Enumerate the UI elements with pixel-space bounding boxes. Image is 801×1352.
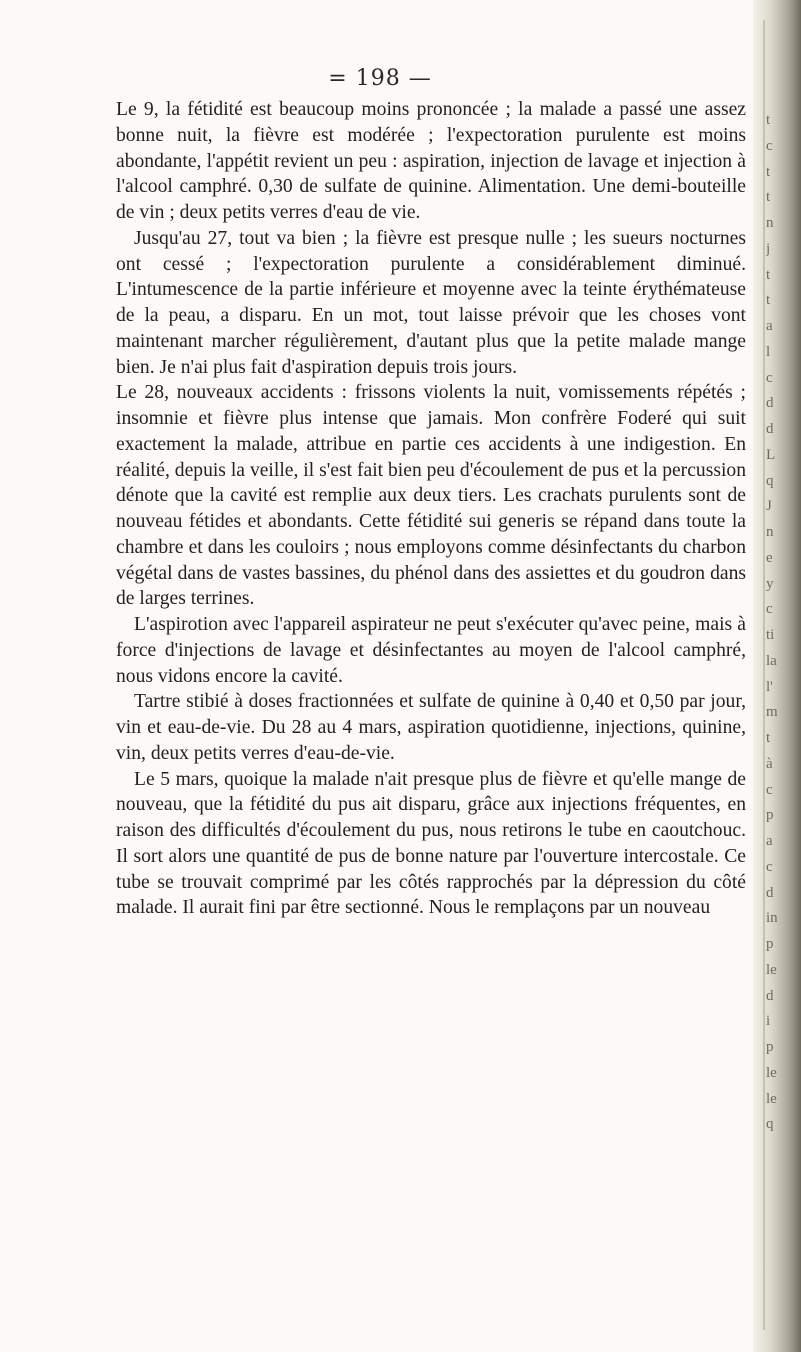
facing-page-fragment: l: [766, 343, 771, 360]
facing-page-fragment: t: [766, 730, 771, 746]
facing-page-fragment: le: [766, 1064, 777, 1081]
facing-page-fragment: t: [766, 292, 771, 309]
facing-page-fragment: p: [766, 807, 774, 824]
facing-page-fragment: i: [766, 1013, 771, 1030]
facing-page-fragment: q: [766, 1116, 774, 1133]
facing-page-fragment: l': [766, 678, 773, 695]
facing-page-fragment: d: [766, 987, 774, 1004]
facing-page-fragment: t: [766, 163, 771, 180]
facing-page-fragment: q: [766, 472, 774, 489]
paragraph: Le 9, la fétidité est beaucoup moins prononcée ; la malade a passé une assez bonne nuit, la fièvre est modérée ; l'expectoration purulente est moins abondante, l'appétit revient un peu : aspiration, injection de lavage et injection à l'alcool camphré. 0,30 de sulfate de quinine. Alimentation. Une demi-bouteille de vin ; deux petits verres d'eau de vie.: [116, 99, 746, 223]
facing-page-bleed: [766, 108, 788, 1138]
facing-page-fragment: a: [766, 833, 773, 849]
facing-page-fragment: J: [766, 498, 772, 515]
facing-page-fragment: t: [766, 112, 771, 128]
facing-page-fragment: c: [766, 858, 773, 875]
facing-page-fragment: j: [766, 240, 771, 257]
facing-page-fragment: e: [766, 549, 773, 566]
facing-page-fragment: y: [766, 575, 774, 592]
facing-page-fragment: a: [766, 318, 773, 334]
facing-page-fragment: c: [766, 601, 773, 618]
facing-page-fragment: m: [766, 704, 778, 721]
page-gutter-line: [763, 20, 765, 1330]
facing-page-fragment: c: [766, 137, 773, 154]
paragraph: Le 28, nouveaux accidents : frissons violents la nuit, vomissements répétés ; insomnie et fièvre plus intense que jamais. Mon confrère Foderé qui suit exactement la malade, attribue en partie ces accidents à une indigestion. En réalité, depuis la veille, il s'est fait bien peu d'écoulement de pus et la percussion dénote que la cavité est remplie aux deux tiers. Les crachats purulents sont de nouveau fétides et abondants. Cette fétidité sui generis se répand dans toute la chambre et dans les couloirs ; nous employons comme désinfectants du charbon végétal dans de vastes bassines, du phénol dans des assiettes et du goudron dans de larges terrines.: [116, 382, 746, 610]
paragraph: Jusqu'au 27, tout va bien ; la fièvre est presque nulle ; les sueurs nocturnes ont cessé ; l'expectoration purulente a considérablement diminué. L'intumescence de la partie inférieure et moyenne avec la teinte érythémateuse de la peau, a disparu. En un mot, tout laisse prévoir que les choses vont maintenant marcher régulièrement, d'autant plus que la petite malade mange bien. Je n'ai plus fait d'aspiration depuis trois jours.: [116, 227, 746, 378]
paragraph: Le 5 mars, quoique la malade n'ait presque plus de fièvre et qu'elle mange de nouveau, que la fétidité du pus ait disparu, grâce aux injections fréquentes, en raison des difficultés d'écoulement du pus, nous retirons le tube en caoutchouc. Il sort alors une quantité de pus de bonne nature par l'ouverture intercostale. Ce tube se trouvait comprimé par les côtés rapprochés par la dépression du côté malade. Il aurait fini par être sectionné. Nous le remplaçons par un nouveau: [116, 768, 746, 919]
facing-page-fragment: n: [766, 215, 774, 231]
paragraph: L'aspirotion avec l'appareil aspirateur ne peut s'exécuter qu'avec peine, mais à force d'injections de lavage et désinfectantes au moyen de l'alcool camphré, nous vidons encore la cavité.: [116, 614, 746, 687]
body-text: [116, 97, 746, 921]
facing-page-fragment: in: [766, 910, 778, 927]
facing-page-fragment: d: [766, 421, 774, 437]
facing-page-fragment: la: [766, 652, 777, 669]
facing-page-fragment: c: [766, 781, 773, 798]
facing-page-fragment: L: [766, 446, 776, 463]
facing-page-fragment: d: [766, 884, 774, 901]
facing-page-fragment: p: [766, 936, 774, 952]
facing-page-fragment: le: [766, 1090, 777, 1107]
facing-page-fragment: c: [766, 369, 773, 386]
facing-page-fragment: le: [766, 961, 777, 978]
page-number-header: = 198 —: [328, 66, 432, 91]
facing-page-fragment: t: [766, 266, 771, 283]
facing-page-fragment: p: [766, 1039, 774, 1055]
facing-page-fragment: t: [766, 189, 771, 206]
facing-page-fragment: ti: [766, 627, 775, 643]
facing-page-fragment: à: [766, 755, 773, 772]
paragraph: Tartre stibié à doses fractionnées et sulfate de quinine à 0,40 et 0,50 par jour, vin et eau-de-vie. Du 28 au 4 mars, aspiration quotidienne, injections, quinine, vin, deux petits verres d'eau-de-vie.: [116, 691, 746, 764]
facing-page-fragment: n: [766, 524, 774, 540]
facing-page-fragment: d: [766, 395, 774, 412]
